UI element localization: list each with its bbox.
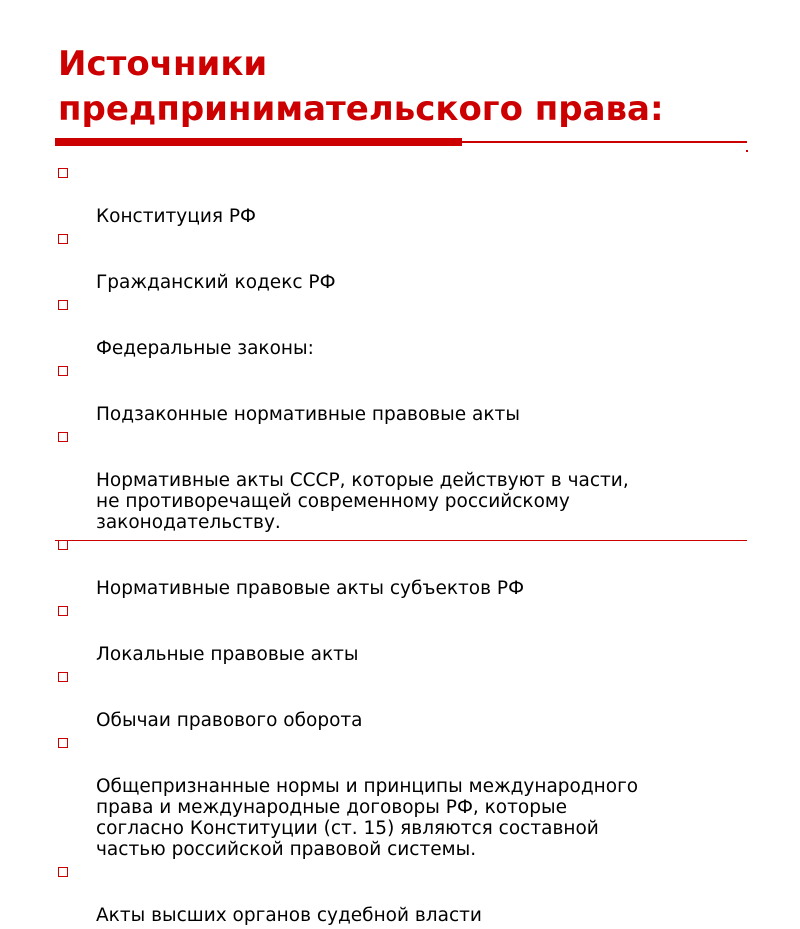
list-item-text: Подзаконные нормативные правовые акты [96,404,520,425]
list-item [58,734,748,860]
list-item [58,428,748,533]
hollow-square-icon [58,234,68,244]
list-item [58,362,748,425]
bottom-divider [55,540,747,541]
sources-list [58,164,748,929]
list-item [58,536,748,599]
slide-title-line-2: предпринимательского права: [58,89,664,129]
list-item-text: Нормативные акты СССР, которые действуют в части, не противоречащей современному российскому законодательству. [96,470,629,533]
list-item-text: Обычаи правового оборота [96,710,363,731]
list-item-text: Общепризнанные нормы и принципы международного права и международные договоры РФ, которые согласно Конституции (ст. 15) являются составной частью российской правовой системы. [96,776,639,860]
title-underline-thick [55,138,462,146]
list-item-text: Акты высших органов судебной власти [96,905,482,926]
slide-title [58,42,758,132]
title-underline-thin [462,141,747,143]
list-item-text: Гражданский кодекс РФ [96,272,336,293]
list-item-text: Нормативные правовые акты субъектов РФ [96,578,524,599]
list-item-text: Локальные правовые акты [96,644,359,665]
hollow-square-icon [58,432,68,442]
hollow-square-icon [58,300,68,310]
hollow-square-icon [58,168,68,178]
hollow-square-icon [58,606,68,616]
list-item [58,863,748,926]
hollow-square-icon [58,867,68,877]
list-item [58,602,748,665]
list-item [58,296,748,359]
hollow-square-icon [58,540,68,550]
list-item-text: Конституция РФ [96,206,256,227]
slide-title-line-1: Источники [58,44,268,84]
title-underline-dot [746,150,748,152]
list-item [58,230,748,293]
list-item [58,668,748,731]
list-item [58,164,748,227]
hollow-square-icon [58,366,68,376]
list-item-text: Федеральные законы: [96,338,314,359]
hollow-square-icon [58,738,68,748]
hollow-square-icon [58,672,68,682]
